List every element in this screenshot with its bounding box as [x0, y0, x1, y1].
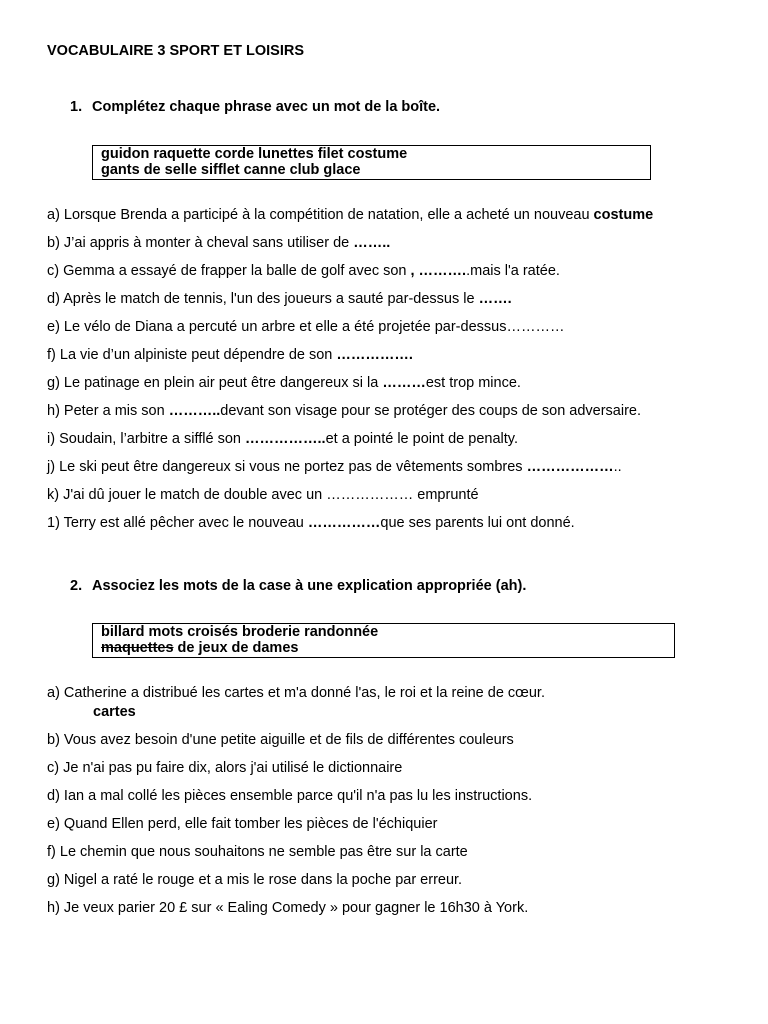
section1-heading-text: Complétez chaque phrase avec un mot de la boîte.: [92, 99, 441, 115]
explanation-2d: d) Ian a mal collé les pièces ensemble parce qu'il n'a pas lu les instructions.: [47, 788, 533, 804]
answer-2a: cartes: [93, 704, 136, 720]
sentence-1i: i) Soudain, l’arbitre a sifflé son ……………..et a pointé le point de penalty.: [47, 431, 518, 447]
section1-number: 1.: [70, 99, 83, 115]
explanation-2h: h) Je veux parier 20 £ sur « Ealing Comedy » pour gagner le 16h30 à York.: [47, 900, 529, 916]
sentence-1j: j) Le ski peut être dangereux si vous ne portez pas de vêtements sombres ………………..: [47, 459, 622, 475]
word-box-1-line1: guidon raquette corde lunettes filet costume: [101, 146, 408, 162]
sentence-1l: 1) Terry est allé pêcher avec le nouveau ……………que ses parents lui ont donné.: [47, 515, 575, 531]
explanation-2c: c) Je n'ai pas pu faire dix, alors j'ai utilisé le dictionnaire: [47, 760, 403, 776]
word-box-2-line1: billard mots croisés broderie randonnée: [101, 624, 379, 640]
sentence-1h: h) Peter a mis son ………..devant son visage pour se protéger des coups de son adversaire.: [47, 403, 642, 419]
explanation-2b: b) Vous avez besoin d'une petite aiguille et de fils de différentes couleurs: [47, 732, 514, 748]
struck-word: maquettes: [101, 640, 174, 656]
word-box-1: [92, 145, 651, 180]
explanation-2a: a) Catherine a distribué les cartes et m'a donné l'as, le roi et la reine de cœur.: [47, 685, 545, 701]
sentence-1a: a) Lorsque Brenda a participé à la compétition de natation, elle a acheté un nouveau costume: [47, 207, 654, 223]
sentence-1f: f) La vie d’un alpiniste peut dépendre de son …………….: [47, 347, 413, 363]
sentence-1c: c) Gemma a essayé de frapper la balle de golf avec son , ………..mais l'a ratée.: [47, 263, 560, 279]
page-title: VOCABULAIRE 3 SPORT ET LOISIRS: [47, 43, 304, 59]
section2-heading-text: Associez les mots de la case à une explication appropriée (ah).: [92, 578, 527, 594]
section1-heading: [70, 99, 440, 115]
sentence-1e: e) Le vélo de Diana a percuté un arbre et elle a été projetée par-dessus…………: [47, 319, 565, 335]
word-box-2-line2: maquettes de jeux de dames: [101, 640, 299, 656]
word-box-1-line2: gants de selle sifflet canne club glace: [101, 162, 361, 178]
explanation-2f: f) Le chemin que nous souhaitons ne semble pas être sur la carte: [47, 844, 468, 860]
section2-number: 2.: [70, 578, 83, 594]
word-box-2: [92, 623, 675, 658]
sentence-1b: b) J’ai appris à monter à cheval sans utiliser de ……..: [47, 235, 391, 251]
section2-heading: [70, 578, 526, 594]
sentence-1g: g) Le patinage en plein air peut être dangereux si la ………est trop mince.: [47, 375, 521, 391]
explanation-2g: g) Nigel a raté le rouge et a mis le rose dans la poche par erreur.: [47, 872, 463, 888]
sentence-1k: k) J'ai dû jouer le match de double avec un ……………… emprunté: [47, 487, 479, 503]
explanation-2e: e) Quand Ellen perd, elle fait tomber les pièces de l'échiquier: [47, 816, 438, 832]
sentence-1d: d) Après le match de tennis, l'un des joueurs a sauté par-dessus le …….: [47, 291, 512, 307]
